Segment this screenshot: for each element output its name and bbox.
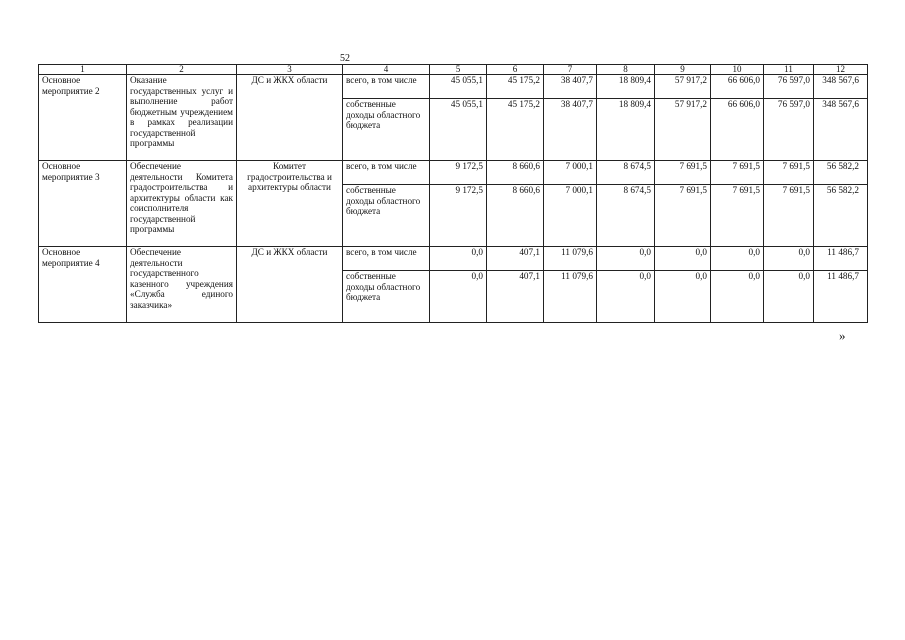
value-cell: 45 175,2: [487, 75, 544, 99]
page-number: 52: [340, 53, 350, 64]
value-cell: 0,0: [430, 271, 487, 323]
column-header: 7: [544, 65, 597, 75]
value-cell: 7 691,5: [711, 185, 764, 247]
value-cell: 7 691,5: [764, 161, 814, 185]
total-cell: 11 486,7: [814, 247, 868, 271]
value-cell: 407,1: [487, 247, 544, 271]
column-header: 10: [711, 65, 764, 75]
executor-cell: Комитет градостроительства и архитектуры области: [237, 161, 343, 247]
value-cell: 57 917,2: [655, 75, 711, 99]
value-cell: 66 606,0: [711, 99, 764, 161]
activity-cell: Основное мероприятие 3: [39, 161, 127, 247]
source-cell: всего, в том числе: [343, 161, 430, 185]
value-cell: 0,0: [655, 247, 711, 271]
column-header: 9: [655, 65, 711, 75]
column-header: 11: [764, 65, 814, 75]
value-cell: 7 691,5: [764, 185, 814, 247]
total-cell: 56 582,2: [814, 161, 868, 185]
value-cell: 8 674,5: [597, 185, 655, 247]
value-cell: 0,0: [597, 247, 655, 271]
value-cell: 0,0: [711, 247, 764, 271]
source-cell: собственные доходы областного бюджета: [343, 271, 430, 323]
total-cell: 348 567,6: [814, 99, 868, 161]
description-cell: Обеспечение деятельности государственного казенного учреждения «Служба единого заказчика»: [127, 247, 237, 323]
value-cell: 0,0: [655, 271, 711, 323]
value-cell: 66 606,0: [711, 75, 764, 99]
value-cell: 8 674,5: [597, 161, 655, 185]
value-cell: 407,1: [487, 271, 544, 323]
value-cell: 18 809,4: [597, 99, 655, 161]
value-cell: 11 079,6: [544, 271, 597, 323]
value-cell: 76 597,0: [764, 99, 814, 161]
value-cell: 0,0: [764, 271, 814, 323]
description-cell: Обеспечение деятельности Комитета градостроительства и архитектуры области как соисполнителя государственной программы: [127, 161, 237, 247]
source-cell: собственные доходы областного бюджета: [343, 99, 430, 161]
value-cell: 38 407,7: [544, 99, 597, 161]
source-cell: собственные доходы областного бюджета: [343, 185, 430, 247]
activity-cell: Основное мероприятие 4: [39, 247, 127, 323]
table-row: [39, 161, 868, 185]
column-header: 2: [127, 65, 237, 75]
value-cell: 11 079,6: [544, 247, 597, 271]
value-cell: 38 407,7: [544, 75, 597, 99]
column-header: 4: [343, 65, 430, 75]
value-cell: 0,0: [430, 247, 487, 271]
value-cell: 9 172,5: [430, 185, 487, 247]
value-cell: 45 055,1: [430, 99, 487, 161]
value-cell: 7 691,5: [655, 185, 711, 247]
value-cell: 7 691,5: [711, 161, 764, 185]
column-header: 1: [39, 65, 127, 75]
value-cell: 8 660,6: [487, 161, 544, 185]
description-cell: Оказание государственных услуг и выполнение работ бюджетным учреждением в рамках реализации государственной программы: [127, 75, 237, 161]
value-cell: 8 660,6: [487, 185, 544, 247]
value-cell: 45 055,1: [430, 75, 487, 99]
value-cell: 45 175,2: [487, 99, 544, 161]
column-header: 5: [430, 65, 487, 75]
value-cell: 9 172,5: [430, 161, 487, 185]
column-header: 12: [814, 65, 868, 75]
total-cell: 56 582,2: [814, 185, 868, 247]
value-cell: 7 691,5: [655, 161, 711, 185]
column-header: 8: [597, 65, 655, 75]
value-cell: 57 917,2: [655, 99, 711, 161]
header-row: [39, 65, 868, 75]
value-cell: 18 809,4: [597, 75, 655, 99]
executor-cell: ДС и ЖКХ области: [237, 247, 343, 323]
value-cell: 7 000,1: [544, 185, 597, 247]
value-cell: 76 597,0: [764, 75, 814, 99]
total-cell: 11 486,7: [814, 271, 868, 323]
source-cell: всего, в том числе: [343, 247, 430, 271]
table-row: [39, 75, 868, 99]
closing-quote-mark: »: [839, 328, 846, 343]
value-cell: 7 000,1: [544, 161, 597, 185]
value-cell: 0,0: [597, 271, 655, 323]
column-header: 3: [237, 65, 343, 75]
value-cell: 0,0: [764, 247, 814, 271]
source-cell: всего, в том числе: [343, 75, 430, 99]
budget-table: [38, 64, 868, 323]
total-cell: 348 567,6: [814, 75, 868, 99]
executor-cell: ДС и ЖКХ области: [237, 75, 343, 161]
table-row: [39, 247, 868, 271]
column-header: 6: [487, 65, 544, 75]
value-cell: 0,0: [711, 271, 764, 323]
activity-cell: Основное мероприятие 2: [39, 75, 127, 161]
